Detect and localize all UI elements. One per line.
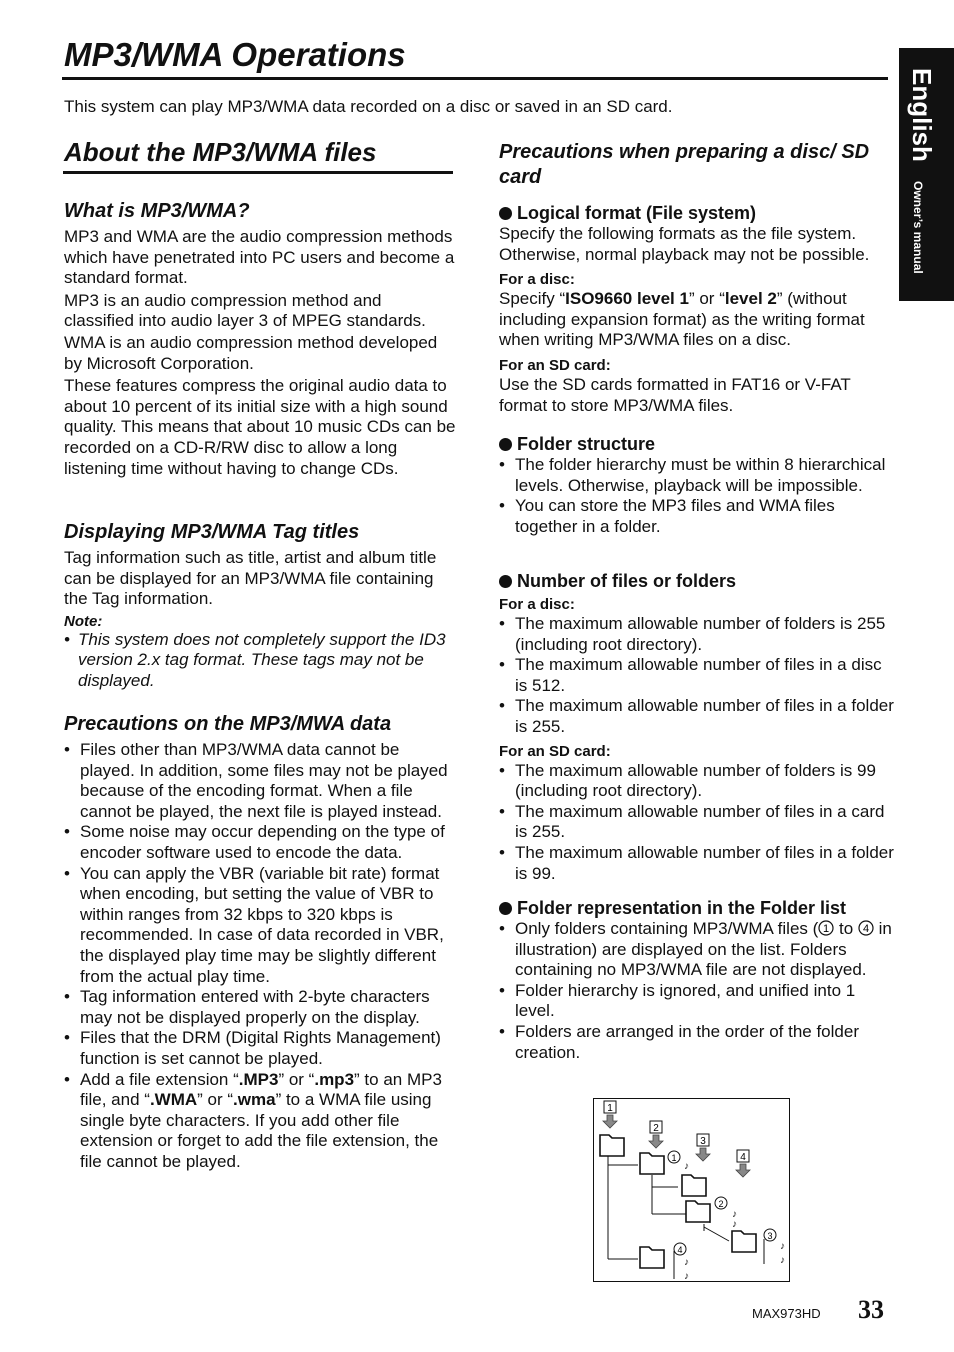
what-para-4: These features compress the original audio data to about 10 percent of its initial size with a high sound quality. This means that about 10 music CDs can be recorded on a CD-R/RW disc to allow a long listening time without having to change CDs. [64, 376, 456, 478]
svg-text:♪: ♪ [780, 1255, 785, 1266]
language-tab [899, 48, 954, 301]
folder-tree-svg [594, 1099, 789, 1281]
tag-section [64, 520, 454, 692]
circled-number-icon [818, 920, 834, 936]
list-item: • Tag information entered with 2-byte characters may not be displayed properly on the display. [64, 987, 456, 1028]
what-para-1: MP3 and WMA are the audio compression methods which have penetrated into PC users and become a standard format. [64, 227, 455, 288]
heading-text: Number of files or folders [517, 571, 737, 591]
keyword: .mp3 [314, 1069, 355, 1089]
logical-section [499, 202, 894, 416]
circle-label-1: 1 [671, 1153, 677, 1163]
box-label-1: 1 [607, 1103, 613, 1114]
keyword: level 2 [724, 289, 777, 309]
text-run: ” or “ [688, 289, 725, 309]
section-heading-about: About the MP3/WMA files [64, 137, 377, 167]
text-run: ” to a WMA file using single byte characters. If you add other file extension or forget to add the file extension, the file cannot be played. [80, 1090, 439, 1171]
text-run: Add a file extension “ [80, 1069, 239, 1089]
keyword: .WMA [149, 1090, 198, 1110]
model-number: MAX973HD [752, 1306, 821, 1321]
circle-label-4: 4 [677, 1245, 683, 1255]
precautions-data-list [64, 740, 456, 1172]
list-item: • Folders are arranged in the order of the folder creation. [499, 1022, 894, 1063]
note-list [64, 630, 454, 692]
page-title: MP3/WMA Operations [64, 36, 406, 73]
list-item: • The maximum allowable number of files in a card is 255. [499, 802, 894, 843]
text-run: to [834, 919, 858, 938]
keyword: .wma [233, 1090, 276, 1110]
box-label-2: 2 [653, 1123, 659, 1134]
note-item: • This system does not completely support the ID3 version 2.x tag format. These tags may not be displayed. [64, 630, 454, 692]
note-label: Note: [64, 612, 103, 630]
text-run: ” to an MP3 file, and “ [80, 1069, 442, 1110]
text-run: Specify “ [499, 289, 566, 309]
heading-text: Folder structure [517, 434, 656, 454]
folder-tree-diagram [593, 1098, 790, 1282]
text-run: ” (without including expansion format) as the writing format when writing MP3/WMA files on a disc. [499, 289, 865, 350]
what-para-3: WMA is an audio compression method developed by Microsoft Corporation. [64, 332, 438, 373]
tag-para: Tag information such as title, artist and album title can be displayed for an MP3/WMA file containing the Tag information. [64, 548, 437, 609]
list-item: • You can apply the VBR (variable bit rate) format when encoding, but setting the value of VBR to within ranges from 32 kbps to 320 kbps is recommended. In case of data recorded in VBR, the displayed play time may be slightly different from the actual play time. [64, 864, 456, 988]
list-item: • The folder hierarchy must be within 8 hierarchical levels. Otherwise, playback will be impossible. [499, 455, 894, 496]
logical-disc-text [499, 289, 894, 351]
precautions-data-heading: Precautions on the MP3/MWA data [64, 713, 392, 735]
what-heading: What is MP3/WMA? [64, 200, 250, 222]
list-item: • The maximum allowable number of files in a disc is 512. [499, 655, 894, 696]
heading-text: Logical format (File system) [517, 203, 757, 223]
rep-section [499, 897, 894, 1063]
svg-text:♪: ♪ [684, 1271, 689, 1281]
page-number: 33 [858, 1295, 884, 1324]
rep-heading [499, 897, 894, 919]
what-section [64, 199, 456, 479]
list-item: • The maximum allowable number of files in a folder is 255. [499, 696, 894, 737]
list-item: • Files that the DRM (Digital Rights Management) function is set cannot be played. [64, 1028, 456, 1069]
list-item: • Folder hierarchy is ignored, and unified into 1 level. [499, 981, 894, 1022]
logical-sd-text: Use the SD cards formatted in FAT16 or V-FAT format to store MP3/WMA files. [499, 374, 851, 415]
bullet-icon [499, 902, 512, 915]
logical-heading [499, 202, 894, 224]
svg-text:♪: ♪ [684, 1257, 689, 1268]
svg-text:♪: ♪ [780, 1241, 785, 1252]
section-rule [63, 171, 453, 174]
list-item: • You can store the MP3 files and WMA files together in a folder. [499, 496, 894, 537]
rep-list [499, 919, 894, 1063]
for-disc-label: For a disc: [499, 596, 575, 613]
folder-list [499, 455, 894, 537]
text-run: Only folders containing MP3/WMA files ( [515, 919, 819, 938]
keyword: .MP3 [238, 1069, 279, 1089]
section-heading-preparing: Precautions when preparing a disc/ SD card [499, 141, 870, 188]
for-sd-label: For an SD card: [499, 742, 611, 760]
box-label-3: 3 [700, 1136, 706, 1147]
svg-text:4: 4 [862, 923, 869, 935]
keyword: ISO9660 level 1 [565, 289, 689, 309]
list-item: • Files other than MP3/WMA data cannot be played. In addition, some files may not be played because of the encoding format. When a file cannot be played, the next file is played instead. [64, 740, 456, 822]
for-disc-label: For a disc: [499, 271, 575, 289]
bullet-icon [499, 575, 512, 588]
text-run: in illustration) are displayed on the list. Folders containing no MP3/WMA file are not displayed. [515, 919, 892, 980]
circled-number-icon [858, 920, 874, 936]
logical-para: Specify the following formats as the file system. Otherwise, normal playback may not be possible. [499, 224, 870, 264]
list-item: • The maximum allowable number of files in a folder is 99. [499, 843, 894, 884]
box-label-4: 4 [740, 1152, 746, 1163]
list-item: • The maximum allowable number of folders is 255 (including root directory). [499, 614, 894, 655]
number-section [499, 570, 894, 884]
manual-label: Owner’s manual [911, 181, 925, 274]
bullet-icon [499, 438, 512, 451]
number-heading [499, 570, 894, 592]
folder-heading [499, 433, 894, 455]
what-para-2: MP3 is an audio compression method and classified into audio layer 3 of MPEG standards. [64, 290, 426, 331]
list-item: • The maximum allowable number of folders is 99 (including root directory). [499, 761, 894, 802]
for-sd-label: For an SD card: [499, 356, 611, 374]
number-disc-list [499, 614, 894, 738]
svg-text:♪: ♪ [684, 1161, 689, 1172]
text-run: ” or “ [278, 1069, 315, 1089]
precautions-data-section [64, 712, 456, 1172]
list-item [499, 919, 894, 981]
number-sd-list [499, 761, 894, 885]
folder-section [499, 433, 894, 537]
svg-text:♪: ♪ [732, 1219, 737, 1230]
circle-label-3: 3 [767, 1231, 773, 1241]
language-label: English [907, 68, 937, 162]
intro-text: This system can play MP3/WMA data recorded on a disc or saved in an SD card. [64, 97, 673, 116]
tag-heading: Displaying MP3/WMA Tag titles [64, 521, 360, 543]
title-rule [62, 77, 888, 80]
heading-text: Folder representation in the Folder list [517, 898, 847, 918]
list-item-extension [64, 1070, 456, 1173]
svg-text:♪: ♪ [732, 1209, 737, 1220]
text-run: ” or “ [197, 1090, 234, 1110]
list-item: • Some noise may occur depending on the type of encoder software used to encode the data. [64, 822, 456, 863]
svg-text:1: 1 [823, 923, 830, 935]
circle-label-2: 2 [718, 1199, 724, 1209]
bullet-icon [499, 207, 512, 220]
